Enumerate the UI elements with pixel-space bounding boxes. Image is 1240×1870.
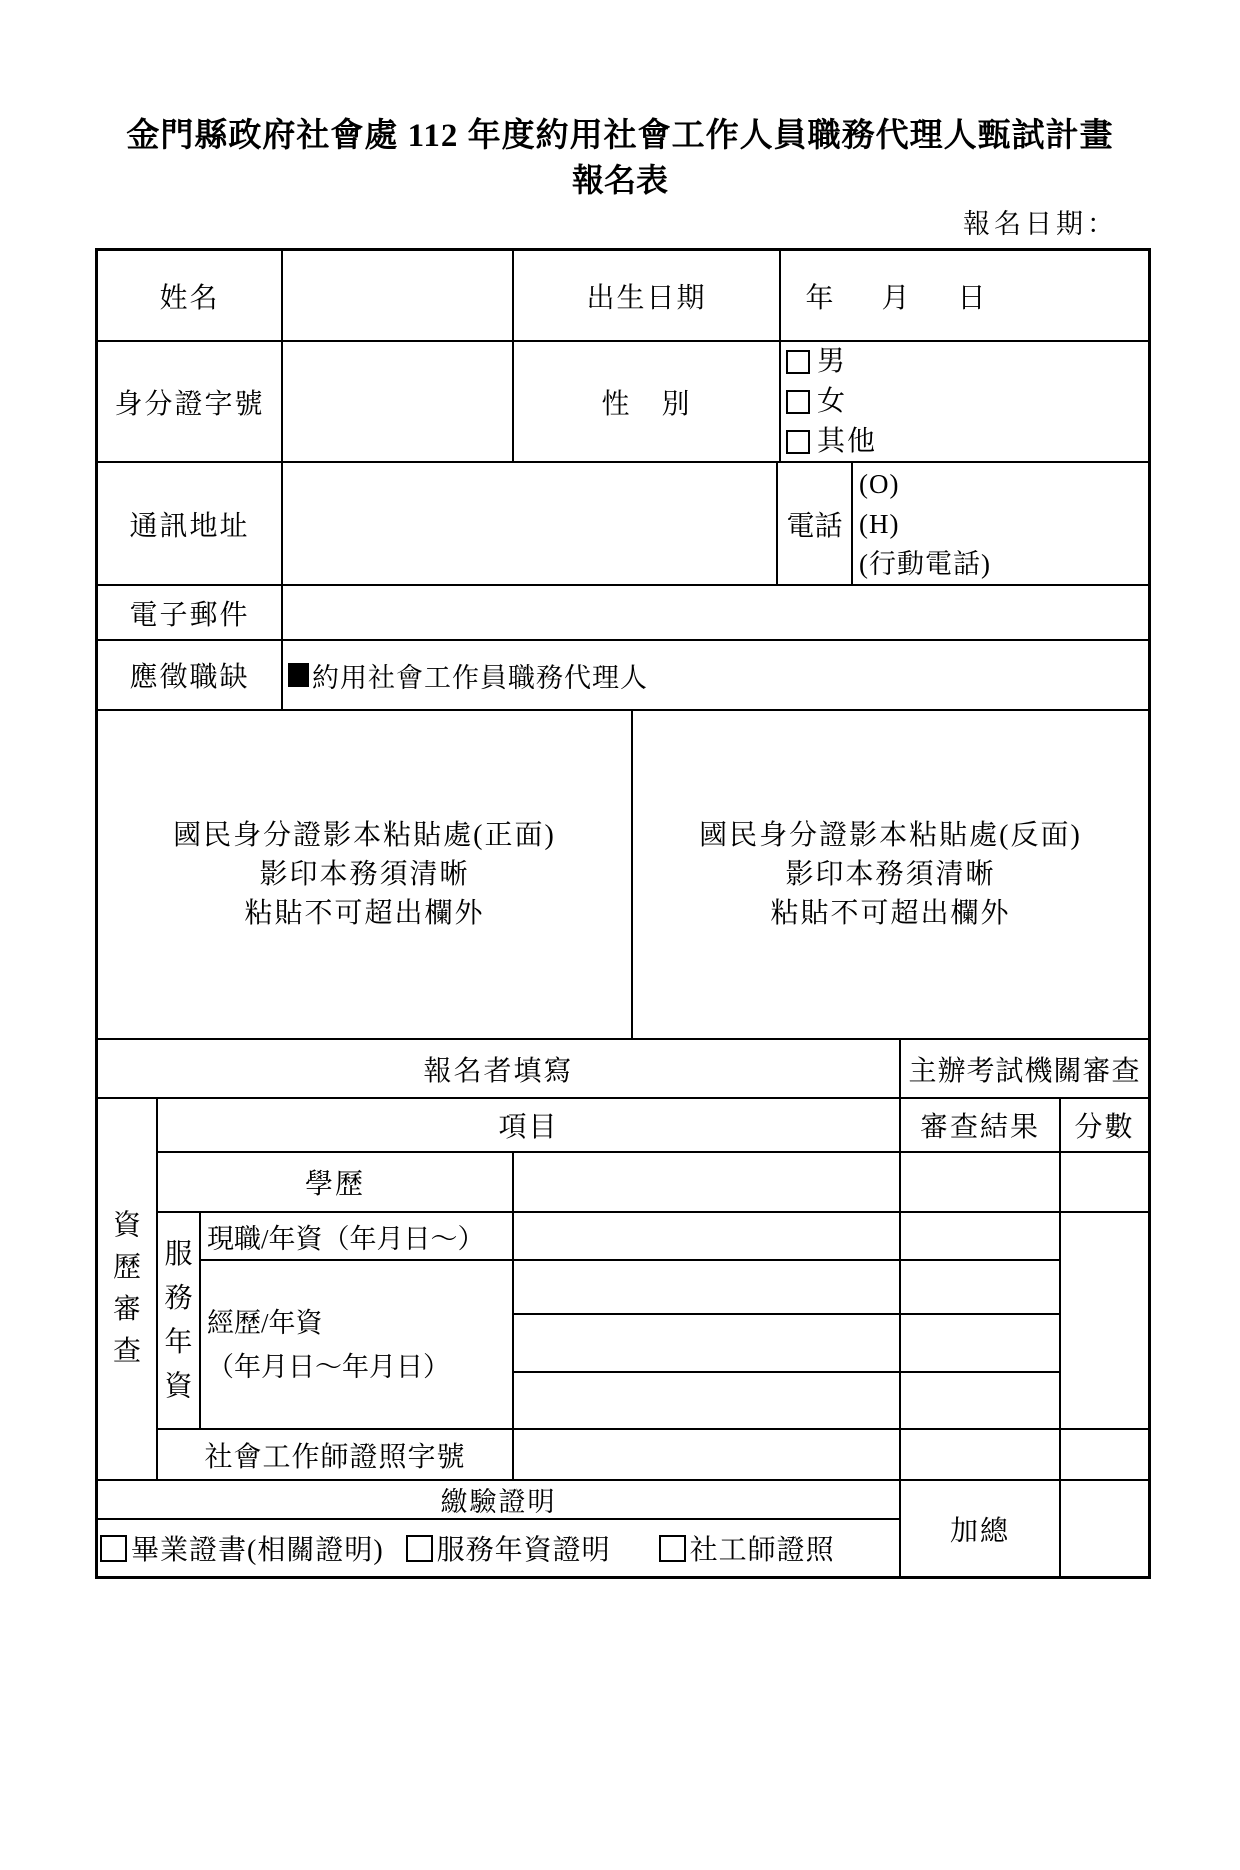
phone-office-label: (O) [859,468,900,499]
page-title: 金門縣政府社會處 112 年度約用社會工作人員職務代理人甄試計畫 [126,118,1114,154]
phone-label: 電話 [778,463,853,586]
service-proof-checkbox[interactable] [406,1535,433,1562]
registration-form-table [95,248,1151,1579]
experience-result-cell-2[interactable] [901,1315,1061,1373]
id-photo-front-box[interactable] [98,711,633,1040]
filled-by-applicant-header: 報名者填寫 [98,1040,901,1099]
page-subtitle: 報名表 [571,162,668,198]
diploma-checkbox[interactable] [100,1535,127,1562]
experience-input-cell-1[interactable] [514,1261,901,1315]
id-number-label: 身分證字號 [98,342,283,463]
education-score-cell[interactable] [1061,1153,1148,1213]
current-position-result-cell[interactable] [901,1213,1061,1261]
license-number-label: 社會工作師證照字號 [158,1430,514,1481]
service-score-merged-cell[interactable] [1061,1213,1148,1430]
male-label: 男 [817,345,848,377]
experience-label-line2: （年月日～年月日） [207,1351,450,1382]
dob-input-cell[interactable]: 年 月 日 [781,251,1148,342]
email-label: 電子郵件 [98,586,283,641]
education-label: 學歷 [158,1153,514,1213]
documents-header: 繳驗證明 [98,1481,901,1520]
position-label: 應徵職缺 [98,641,283,711]
service-proof-label: 服務年資證明 [436,1535,611,1566]
phone-mobile-label: (行動電話) [859,548,991,579]
qualification-review-label: 資歷審查 [112,1210,141,1367]
item-column-header: 項目 [158,1099,901,1153]
gender-option-male [786,342,847,382]
gender-label: 性 別 [514,342,781,463]
experience-input-cell-2[interactable] [514,1315,901,1373]
documents-checkbox-row [98,1520,901,1576]
total-label: 加總 [901,1481,1061,1576]
photo-back-line2: 影印本務須清晰 [785,859,996,890]
address-input-cell[interactable] [283,463,778,586]
other-checkbox[interactable] [786,430,810,454]
license-doc-checkbox[interactable] [659,1535,686,1562]
gender-option-other [786,422,877,462]
id-number-input-cell[interactable] [283,342,514,463]
gender-option-female [786,382,847,422]
other-label: 其他 [817,425,878,457]
female-checkbox[interactable] [786,390,810,414]
experience-result-cell-1[interactable] [901,1261,1061,1315]
experience-result-cell-3[interactable] [901,1373,1061,1430]
current-position-input-cell[interactable] [514,1213,901,1261]
position-value-label: 約用社會工作員職務代理人 [312,662,648,693]
name-input-cell[interactable] [283,251,514,342]
license-score-cell[interactable] [1061,1430,1148,1481]
id-photo-back-box[interactable] [633,711,1148,1040]
education-input-cell[interactable] [514,1153,901,1213]
address-label: 通訊地址 [98,463,283,586]
current-position-label: 現職/年資（年月日～） [201,1213,514,1261]
license-doc-label: 社工師證照 [689,1535,835,1566]
photo-back-line1: 國民身分證影本粘貼處(反面) [699,820,1082,851]
review-result-column-header: 審查結果 [901,1099,1061,1153]
dob-label: 出生日期 [514,251,781,342]
photo-front-line3: 粘貼不可超出欄外 [244,898,485,929]
position-value-cell [283,641,1148,711]
email-input-cell[interactable] [283,586,1148,641]
phone-home-label: (H) [859,508,900,539]
diploma-label: 畢業證書(相關證明) [131,1535,384,1566]
education-result-cell[interactable] [901,1153,1061,1213]
service-years-label: 服務年資 [164,1238,193,1402]
male-checkbox[interactable] [786,350,810,374]
experience-label-line1: 經歷/年資 [207,1307,323,1338]
photo-front-line2: 影印本務須清晰 [259,859,470,890]
photo-front-line1: 國民身分證影本粘貼處(正面) [173,820,556,851]
filled-checkbox-icon [288,663,309,687]
experience-label [201,1261,514,1430]
gender-options-cell [781,342,1148,463]
license-result-cell[interactable] [901,1430,1061,1481]
registration-date-label: 報名日期： [963,209,1118,239]
photo-back-line3: 粘貼不可超出欄外 [770,898,1011,929]
qualification-review-column [98,1099,158,1481]
license-number-input-cell[interactable] [514,1430,901,1481]
name-label: 姓名 [98,251,283,342]
female-label: 女 [817,385,848,417]
agency-review-header: 主辦考試機關審查 [901,1040,1148,1099]
total-score-cell[interactable] [1061,1481,1148,1576]
phone-input-cell[interactable] [853,463,1148,586]
score-column-header: 分數 [1061,1099,1148,1153]
experience-input-cell-3[interactable] [514,1373,901,1430]
service-years-column [158,1213,201,1430]
